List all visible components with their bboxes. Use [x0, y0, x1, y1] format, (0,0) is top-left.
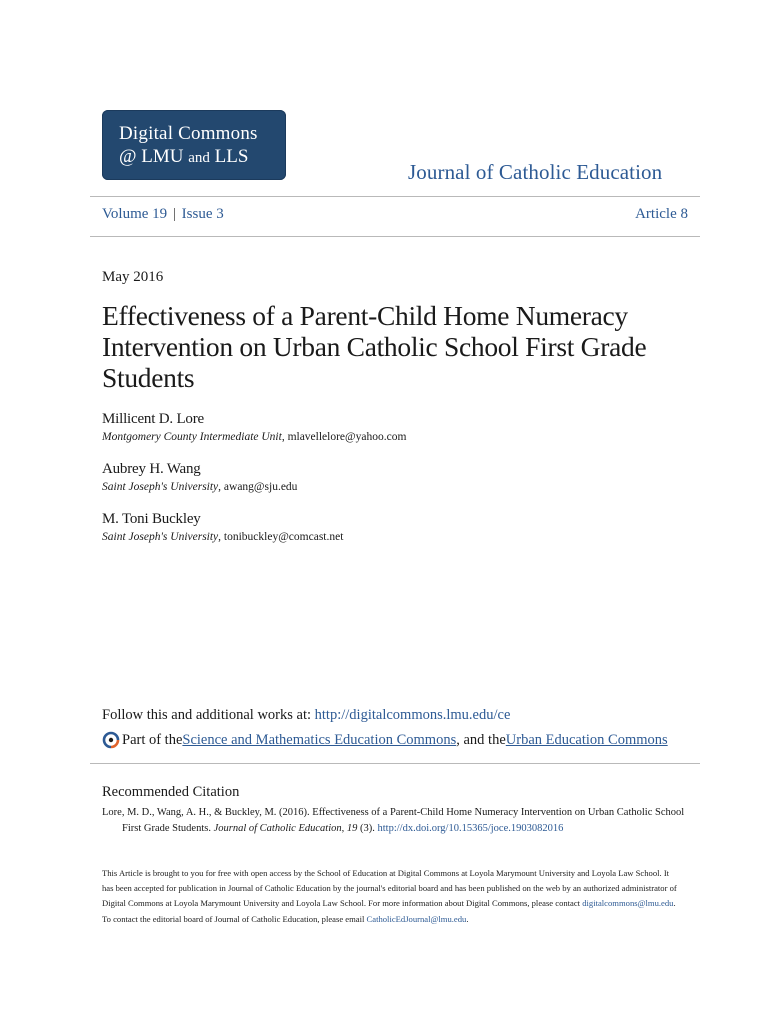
journal-email-link[interactable]: CatholicEdJournal@lmu.edu [366, 913, 467, 924]
repository-link[interactable]: http://digitalcommons.lmu.edu/ce [314, 707, 511, 723]
citation-line2: First Grade Students. Journal of Catholic Education, 19 (3). http://dx.doi.org/10.15365/joce.1903082016 [122, 823, 564, 834]
part-of-line [102, 731, 668, 749]
issue-separator: | [172, 206, 176, 222]
publication-date: May 2016 [102, 269, 164, 285]
article-number-link[interactable]: Article 8 [635, 206, 688, 222]
author-institution: Saint Joseph's University [102, 481, 219, 493]
journal-title-link[interactable]: Journal of Catholic Education [408, 160, 663, 184]
author-affiliation [102, 481, 297, 493]
author-affiliation [102, 431, 406, 443]
header-divider-top [90, 196, 700, 197]
citation-journal: Journal of Catholic Education, 19 [213, 823, 358, 834]
logo-line1: Digital Commons [119, 123, 258, 144]
recommended-citation-heading: Recommended Citation [102, 784, 240, 800]
citation-line1: Lore, M. D., Wang, A. H., & Buckley, M. (2016). Effectiveness of a Parent-Child Home Numeracy Intervention on Urban Catholic School [102, 807, 685, 818]
author-name: M. Toni Buckley [102, 511, 201, 527]
volume-link[interactable]: Volume 19 [102, 206, 168, 222]
article-title: Effectiveness of a Parent-Child Home Numeracy Intervention on Urban Catholic School First Grade Students [102, 300, 647, 393]
science-math-commons-link[interactable]: Science and Mathematics Education Commons [182, 731, 457, 748]
issue-line [102, 206, 688, 223]
author-name: Millicent D. Lore [102, 411, 204, 427]
digital-commons-logo[interactable] [102, 110, 286, 180]
digitalcommons-email-link[interactable]: digitalcommons@lmu.edu [582, 898, 674, 909]
citation-text [102, 805, 702, 837]
part-of-prefix: Part of the [122, 731, 183, 748]
header-divider-bottom [90, 236, 700, 237]
author-email: , awang@sju.edu [218, 481, 298, 493]
doi-link[interactable]: http://dx.doi.org/10.15365/joce.1903082016 [377, 823, 564, 834]
issue-link[interactable]: Issue 3 [181, 206, 224, 222]
citation-divider [90, 763, 700, 764]
follow-text: Follow this and additional works at: [102, 707, 315, 723]
author-email: , tonibuckley@comcast.net [218, 531, 344, 543]
author-affiliation [102, 531, 343, 543]
author-name: Aubrey H. Wang [102, 461, 201, 477]
author-institution: Saint Joseph's University [102, 531, 219, 543]
urban-education-commons-link[interactable]: Urban Education Commons [505, 731, 668, 748]
author-email: , mlavellelore@yahoo.com [281, 431, 407, 443]
follow-line [102, 707, 510, 724]
bepress-commons-icon [102, 731, 120, 749]
logo-line2: @ LMU and LLS [119, 146, 249, 167]
author-institution: Montgomery County Intermediate Unit [102, 431, 282, 443]
and-the-text: , and the [456, 731, 506, 748]
access-notice: This Article is brought to you for free with open access by the School of Education at Digital Commons at Loyola Marymount University and Loyola Law School. It has been accepted for publication in Journal of Catholic Education by the journal's editorial board and has been published on the web by an authorized administrator of Digital Commons at Loyola Marymount University and Loyola Law School. For more information about Digital Commons, please contact digitalcommons@lmu.edu. To contact the editorial board of Journal of Catholic Education, please email CatholicEdJournal@lmu.edu. [102, 868, 677, 924]
